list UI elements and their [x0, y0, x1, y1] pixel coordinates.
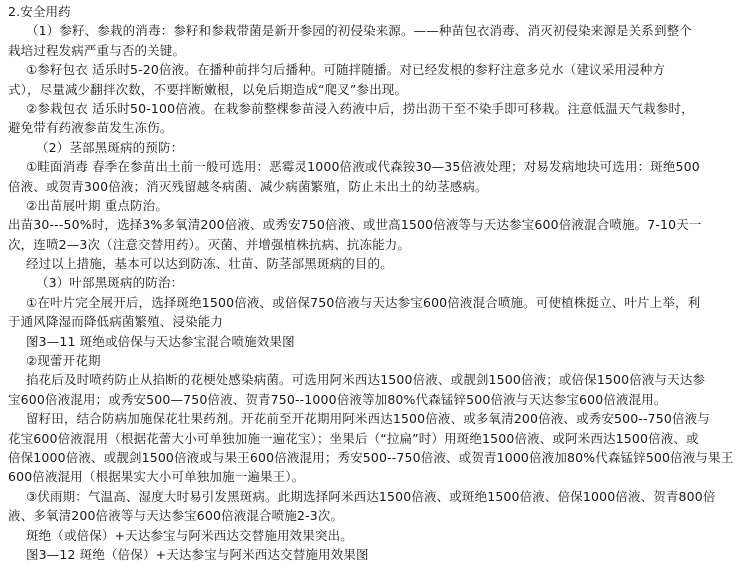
- paragraph-line: 倍液、或贺青300倍液；消灭残留越冬病菌、减少病菌繁殖，防止未出土的幼茎感病。: [8, 178, 488, 194]
- paragraph-line: ①在叶片完全展开后，选择斑绝1500倍液、或倍保750倍液与天达参宝600倍液混合喷施。可使植株挺立、叶片上举，利: [26, 294, 701, 310]
- paragraph-line: 斑绝（或倍保）+天达参宝与阿米西达交替施用效果突出。: [26, 527, 353, 543]
- paragraph-line: 经过以上措施，基本可以达到防冻、壮苗、防茎部黑斑病的目的。: [26, 256, 393, 272]
- paragraph-line: 花宝600倍液混用（根据花蕾大小可单独加施一遍花宝）；坐果后（“拉扁”时）用斑绝1500倍液、或阿米西达1500倍液、或: [8, 430, 699, 446]
- paragraph-line: ①畦面消毒 春季在参苗出土前一般可选用：恶霉灵1000倍液或代森铵30—35倍液处理；对易发病地块可选用：斑绝500: [26, 159, 700, 175]
- paragraph-line: ②出苗展叶期 重点防治。: [26, 197, 168, 213]
- paragraph-line: 栽培过程发病严重与否的关键。: [8, 42, 186, 58]
- paragraph-line: 式），尽量减少翻拌次数，不要拌断嫩根，以免后期造成“爬叉”参出现。: [8, 81, 408, 97]
- subheading-stem-blackspot: （2）茎部黑斑病的预防：: [36, 139, 184, 155]
- paragraph-line: ②参栽包衣 适乐时50-100倍液。在栽参前整棵参苗浸入药液中后，捞出沥干至不染手即可移栽。注意低温天气栽参时，: [26, 100, 694, 116]
- subheading-seed-disinfection: （1）参籽、参栽的消毒：参籽和参栽带菌是新开参园的初侵染来源。——种苗包衣消毒、消灭初侵染来源是关系到整个: [26, 23, 692, 39]
- paragraph-line: 出苗30---50%时，选择3%多氧清200倍液、或秀安750倍液、或世高1500倍液等与天达参宝600倍液混合喷施。7-10天一: [8, 217, 702, 233]
- paragraph-line: 于通风降湿而降低病菌繁殖、浸染能力: [8, 314, 224, 330]
- paragraph-line: 次，连喷2—3次（注意交替用药）。灭菌、并增强植株抗病、抗冻能力。: [8, 236, 411, 252]
- paragraph-line: 宝600倍液混用；或秀安500—750倍液、贺青750--1000倍液等加80%代森锰锌500倍液与天达参宝600倍液混用。: [8, 391, 667, 407]
- figure-caption: 图3—11 斑绝或倍保与天达参宝混合喷施效果图: [26, 333, 295, 349]
- paragraph-line: ③伏雨期：气温高、湿度大时易引发黑斑病。此期选择阿米西达1500倍液、或斑绝1500倍液、倍保1000倍液、贺青800倍: [26, 488, 716, 504]
- subheading-leaf-blackspot: （3）叶部黑斑病的防治：: [36, 275, 184, 291]
- subheading-budding-flowering: ②现蕾开花期: [26, 353, 101, 369]
- paragraph-line: 600倍液混用（根据果实大小可单独加施一遍果王）。: [8, 469, 305, 485]
- section-heading-safe-medication: 2.安全用药: [8, 4, 71, 19]
- paragraph-line: 液、多氧清200倍液等与天达参宝600倍液混合喷施2-3次。: [8, 508, 344, 524]
- paragraph-line: 掐花后及时喷药防止从掐断的花梗处感染病菌。可选用阿米西达1500倍液、或靓剑1500倍液；或倍保1500倍液与天达参: [26, 372, 706, 388]
- paragraph-line: 避免带有药液参苗发生冻伤。: [8, 120, 173, 136]
- paragraph-line: 留籽田，结合防病加施保花壮果药剂。开花前至开花期用阿米西达1500倍液、或多氧清200倍液、或秀安500--750倍液与: [26, 411, 710, 427]
- paragraph-line: ①参籽包衣 适乐时5-20倍液。在播种前拌匀后播种。可随拌随播。对已经发根的参籽注意多兑水（建议采用浸种方: [26, 62, 666, 78]
- figure-caption: 图3—12 斑绝（倍保）+天达参宝与阿米西达交替施用效果图: [26, 546, 369, 562]
- paragraph-line: 倍保1000倍液、或靓剑1500倍液或与果王600倍液混用；秀安500--750倍液、或贺青1000倍液加80%代森锰锌500倍液与果王: [8, 449, 734, 465]
